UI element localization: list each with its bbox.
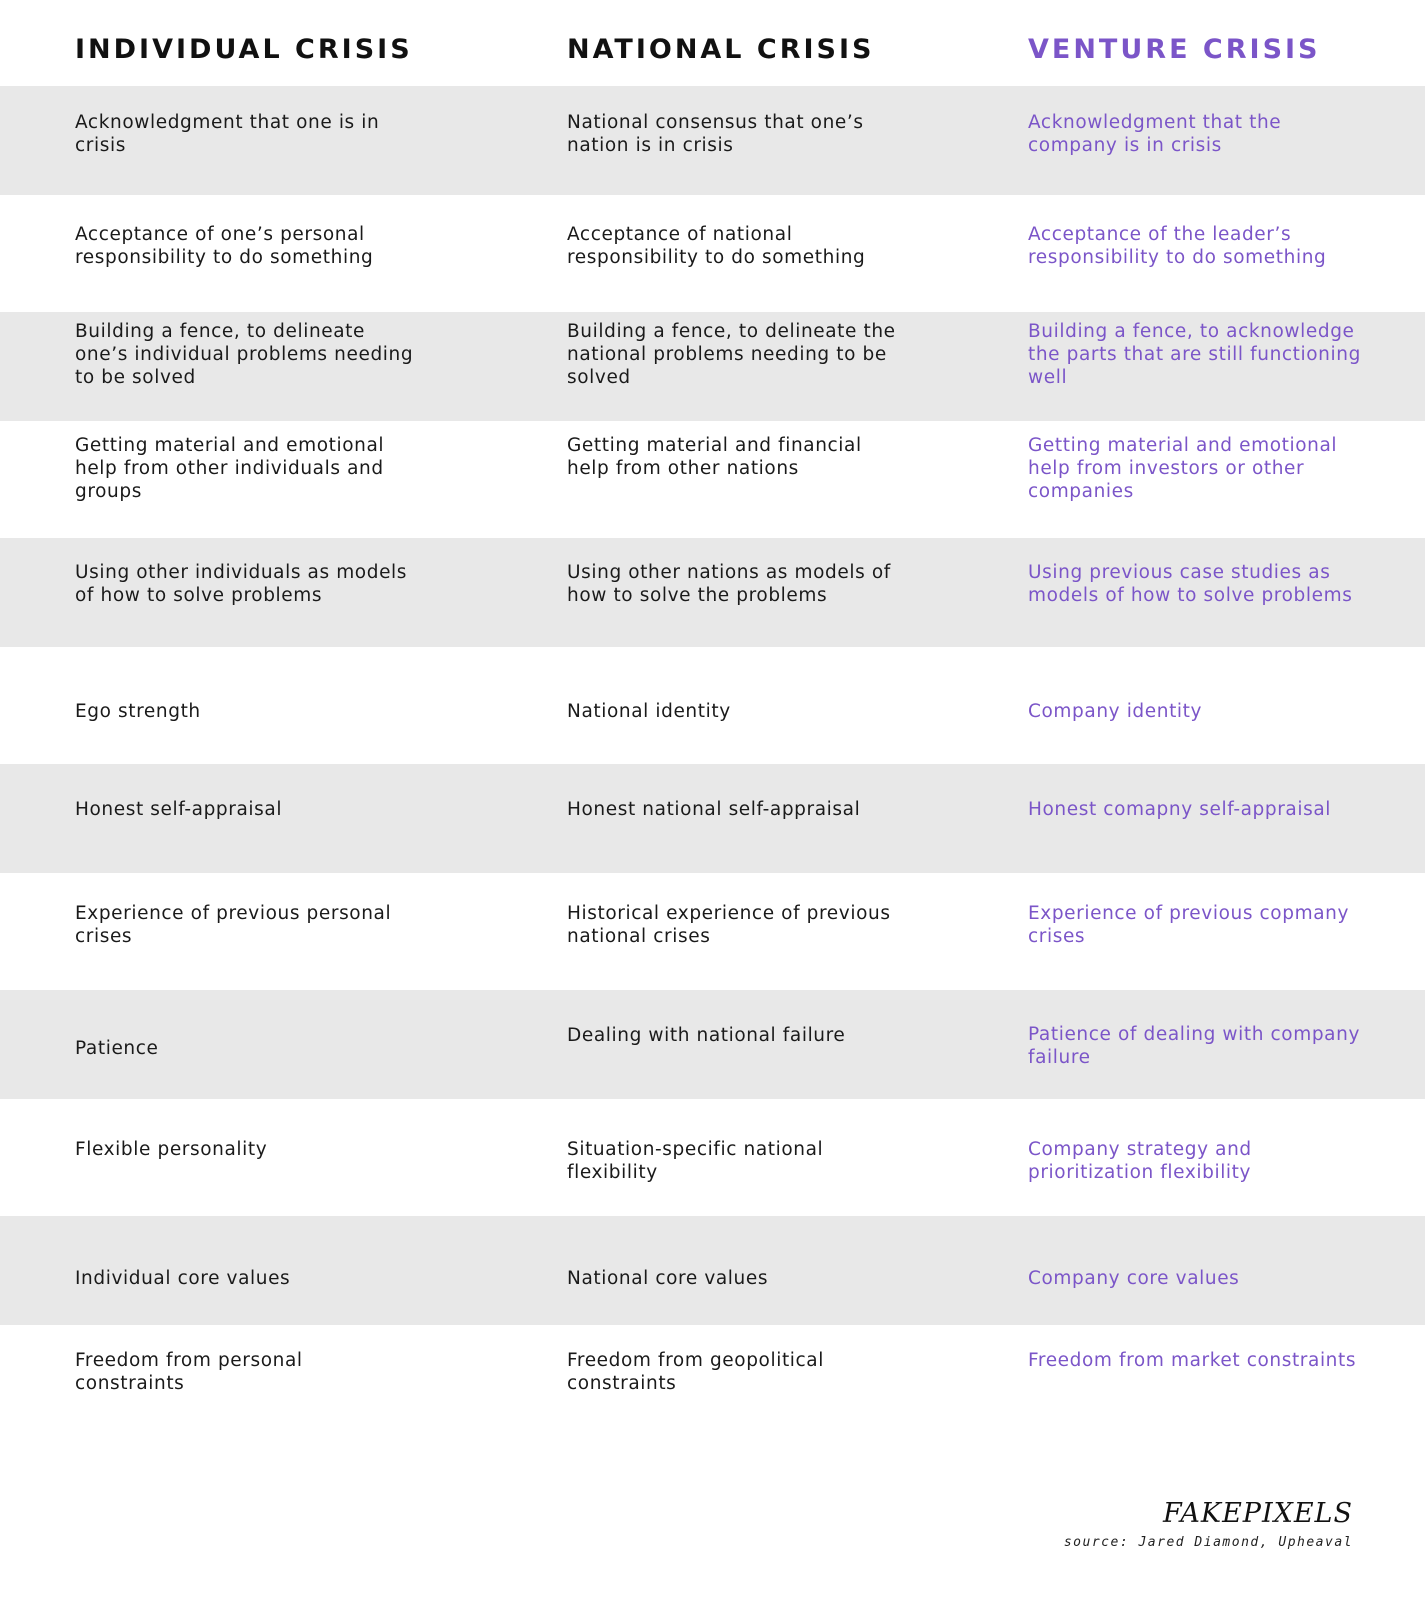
cell-national: National identity xyxy=(567,701,731,722)
table-row xyxy=(0,873,1425,990)
column-header-national: NATIONAL CRISIS xyxy=(567,34,875,65)
cell-venture: Acknowledgment that the company is in crisis xyxy=(1028,112,1282,156)
cell-individual: Acknowledgment that one is in crisis xyxy=(75,112,380,156)
table-row xyxy=(0,764,1425,873)
fakepixels-logo: FAKEPIXELS xyxy=(1163,1498,1353,1529)
table-row xyxy=(0,195,1425,312)
table-row xyxy=(0,990,1425,1099)
cell-national: Using other nations as models of how to solve the problems xyxy=(567,562,891,606)
cell-individual: Patience xyxy=(75,1038,159,1059)
cell-national: Honest national self-appraisal xyxy=(567,799,861,820)
table-row xyxy=(0,1216,1425,1325)
table-row xyxy=(0,647,1425,764)
cell-venture: Building a fence, to acknowledge the parts that are still functioning well xyxy=(1028,321,1361,388)
cell-national: Dealing with national failure xyxy=(567,1025,846,1046)
cell-individual: Ego strength xyxy=(75,701,201,722)
cell-national: Getting material and financial help from other nations xyxy=(567,435,862,479)
cell-national: National consensus that one’s nation is in crisis xyxy=(567,112,864,156)
table-row xyxy=(0,421,1425,538)
cell-venture: Using previous case studies as models of how to solve problems xyxy=(1028,562,1353,606)
cell-national: Freedom from geopolitical constraints xyxy=(567,1350,824,1394)
column-header-individual: INDIVIDUAL CRISIS xyxy=(75,34,413,65)
table-row xyxy=(0,312,1425,421)
cell-venture: Freedom from market constraints xyxy=(1028,1350,1357,1371)
cell-individual: Flexible personality xyxy=(75,1139,268,1160)
cell-venture: Company core values xyxy=(1028,1268,1240,1289)
table-row xyxy=(0,538,1425,647)
cell-venture: Experience of previous copmany crises xyxy=(1028,903,1350,947)
cell-individual: Honest self-appraisal xyxy=(75,799,283,820)
cell-venture: Company identity xyxy=(1028,701,1203,722)
cell-individual: Freedom from personal constraints xyxy=(75,1350,303,1394)
table-row xyxy=(0,1325,1425,1442)
cell-individual: Acceptance of one’s personal responsibility to do something xyxy=(75,224,374,268)
cell-individual: Experience of previous personal crises xyxy=(75,903,392,947)
cell-national: Acceptance of national responsibility to do something xyxy=(567,224,866,268)
cell-venture: Getting material and emotional help from investors or other companies xyxy=(1028,435,1338,502)
table-row xyxy=(0,1099,1425,1216)
cell-individual: Individual core values xyxy=(75,1268,291,1289)
cell-individual: Getting material and emotional help from other individuals and groups xyxy=(75,435,385,502)
cell-venture: Acceptance of the leader’s responsibility to do something xyxy=(1028,224,1327,268)
cell-venture: Company strategy and prioritization flexibility xyxy=(1028,1139,1252,1183)
source-credit: source: Jared Diamond, Upheaval xyxy=(1063,1535,1353,1550)
column-header-venture: VENTURE CRISIS xyxy=(1028,34,1321,65)
cell-venture: Honest comapny self-appraisal xyxy=(1028,799,1332,820)
cell-venture: Patience of dealing with company failure xyxy=(1028,1024,1360,1068)
cell-national: Situation-specific national flexibility xyxy=(567,1139,824,1183)
cell-national: Building a fence, to delineate the national problems needing to be solved xyxy=(567,321,896,388)
cell-national: National core values xyxy=(567,1268,769,1289)
cell-individual: Building a fence, to delineate one’s individual problems needing to be solved xyxy=(75,321,414,388)
table-header xyxy=(0,0,1425,86)
cell-national: Historical experience of previous national crises xyxy=(567,903,891,947)
table-row xyxy=(0,86,1425,195)
cell-individual: Using other individuals as models of how to solve problems xyxy=(75,562,408,606)
